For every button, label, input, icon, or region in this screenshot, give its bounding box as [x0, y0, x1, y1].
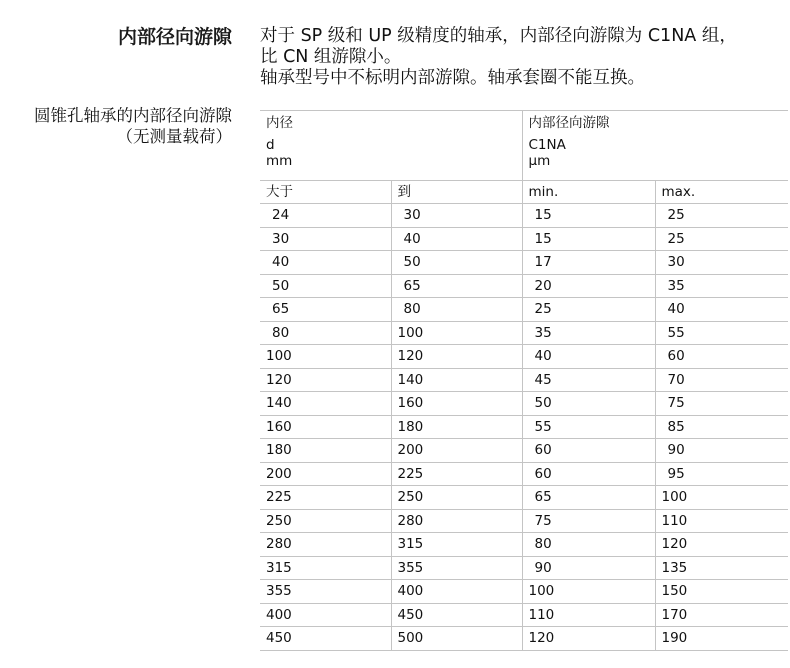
bore-incl-cell: 30 [391, 204, 522, 228]
clearance-min-cell: 60 [522, 439, 655, 463]
bore-diameter-header [260, 111, 522, 181]
bore-over-cell: 120 [260, 368, 391, 392]
bore-header-unit: mm [266, 153, 293, 169]
clearance-min-cell: 90 [522, 556, 655, 580]
clearance-max-cell: 150 [655, 580, 788, 604]
clearance-max-cell: 40 [655, 298, 788, 322]
bore-over-cell: 225 [260, 486, 391, 510]
clearance-max-cell: 90 [655, 439, 788, 463]
clearance-max-cell: 25 [655, 204, 788, 228]
bore-over-cell: 315 [260, 556, 391, 580]
bore-over-cell: 450 [260, 627, 391, 651]
radial-clearance-table [260, 110, 788, 651]
bore-incl-cell: 40 [391, 227, 522, 251]
bore-incl-cell: 180 [391, 415, 522, 439]
table-row [260, 509, 788, 533]
clearance-min-cell: 110 [522, 603, 655, 627]
description-line: 轴承型号中不标明内部游隙。轴承套圈不能互换。 [260, 68, 645, 88]
clearance-min-cell: 15 [522, 204, 655, 228]
table-caption-line: 圆锥孔轴承的内部径向游隙 [34, 106, 232, 125]
clearance-min-cell: 17 [522, 251, 655, 275]
bore-over-cell: 400 [260, 603, 391, 627]
clearance-max-cell: 120 [655, 533, 788, 557]
bore-incl-cell: 315 [391, 533, 522, 557]
clearance-header-title: 内部径向游隙 [528, 115, 610, 131]
clearance-max-cell: 85 [655, 415, 788, 439]
column-header-min: min. [522, 181, 655, 204]
clearance-min-cell: 45 [522, 368, 655, 392]
clearance-min-cell: 100 [522, 580, 655, 604]
clearance-min-cell: 80 [522, 533, 655, 557]
bore-incl-cell: 80 [391, 298, 522, 322]
clearance-header-unit: µm [528, 153, 551, 169]
clearance-min-cell: 40 [522, 345, 655, 369]
clearance-min-cell: 65 [522, 486, 655, 510]
clearance-max-cell: 30 [655, 251, 788, 275]
bore-incl-cell: 50 [391, 251, 522, 275]
column-header-over: 大于 [260, 181, 391, 204]
clearance-max-cell: 95 [655, 462, 788, 486]
bore-over-cell: 40 [260, 251, 391, 275]
table-row [260, 204, 788, 228]
table-row [260, 580, 788, 604]
bore-over-cell: 160 [260, 415, 391, 439]
table-row [260, 533, 788, 557]
table-row [260, 486, 788, 510]
bore-incl-cell: 250 [391, 486, 522, 510]
bore-incl-cell: 225 [391, 462, 522, 486]
bore-over-cell: 280 [260, 533, 391, 557]
section-description [260, 26, 780, 89]
table-body [260, 204, 788, 651]
clearance-min-cell: 35 [522, 321, 655, 345]
bore-over-cell: 80 [260, 321, 391, 345]
bore-over-cell: 180 [260, 439, 391, 463]
bore-incl-cell: 280 [391, 509, 522, 533]
table-caption [0, 105, 232, 147]
table-caption-line: （无测量载荷） [116, 127, 232, 146]
bore-incl-cell: 65 [391, 274, 522, 298]
table-group-header-row [260, 111, 788, 181]
table-row [260, 227, 788, 251]
bore-over-cell: 50 [260, 274, 391, 298]
clearance-min-cell: 75 [522, 509, 655, 533]
bore-incl-cell: 120 [391, 345, 522, 369]
bore-over-cell: 355 [260, 580, 391, 604]
clearance-max-cell: 35 [655, 274, 788, 298]
table-row [260, 415, 788, 439]
bore-over-cell: 65 [260, 298, 391, 322]
bore-incl-cell: 500 [391, 627, 522, 651]
section-title: 内部径向游隙 [117, 26, 232, 48]
table-row [260, 392, 788, 416]
bore-incl-cell: 100 [391, 321, 522, 345]
table-row [260, 462, 788, 486]
table-row [260, 345, 788, 369]
table-row [260, 556, 788, 580]
clearance-min-cell: 20 [522, 274, 655, 298]
bore-incl-cell: 160 [391, 392, 522, 416]
bore-incl-cell: 140 [391, 368, 522, 392]
clearance-max-cell: 25 [655, 227, 788, 251]
clearance-max-cell: 70 [655, 368, 788, 392]
clearance-max-cell: 55 [655, 321, 788, 345]
column-header-max: max. [655, 181, 788, 204]
bore-incl-cell: 200 [391, 439, 522, 463]
clearance-min-cell: 15 [522, 227, 655, 251]
table-row [260, 368, 788, 392]
bore-over-cell: 100 [260, 345, 391, 369]
bore-over-cell: 140 [260, 392, 391, 416]
clearance-header [522, 111, 788, 181]
bore-over-cell: 24 [260, 204, 391, 228]
clearance-min-cell: 50 [522, 392, 655, 416]
clearance-min-cell: 25 [522, 298, 655, 322]
table-row [260, 321, 788, 345]
clearance-max-cell: 110 [655, 509, 788, 533]
clearance-max-cell: 60 [655, 345, 788, 369]
bore-header-symbol: d [266, 137, 275, 153]
table-row [260, 627, 788, 651]
bore-over-cell: 30 [260, 227, 391, 251]
table-row [260, 439, 788, 463]
bore-header-title: 内径 [266, 115, 293, 131]
bore-incl-cell: 450 [391, 603, 522, 627]
clearance-max-cell: 170 [655, 603, 788, 627]
table-column-header-row [260, 181, 788, 204]
clearance-min-cell: 60 [522, 462, 655, 486]
clearance-max-cell: 100 [655, 486, 788, 510]
bore-over-cell: 250 [260, 509, 391, 533]
bore-incl-cell: 355 [391, 556, 522, 580]
table-row [260, 298, 788, 322]
table-row [260, 251, 788, 275]
column-header-incl: 到 [391, 181, 522, 204]
clearance-header-group: C1NA [528, 137, 566, 153]
clearance-max-cell: 75 [655, 392, 788, 416]
table-row [260, 603, 788, 627]
clearance-min-cell: 120 [522, 627, 655, 651]
bore-over-cell: 200 [260, 462, 391, 486]
description-line: 比 CN 组游隙小。 [260, 47, 402, 67]
clearance-max-cell: 135 [655, 556, 788, 580]
clearance-max-cell: 190 [655, 627, 788, 651]
clearance-min-cell: 55 [522, 415, 655, 439]
table-row [260, 274, 788, 298]
description-line: 对于 SP 级和 UP 级精度的轴承，内部径向游隙为 C1NA 组， [260, 26, 737, 46]
bore-incl-cell: 400 [391, 580, 522, 604]
